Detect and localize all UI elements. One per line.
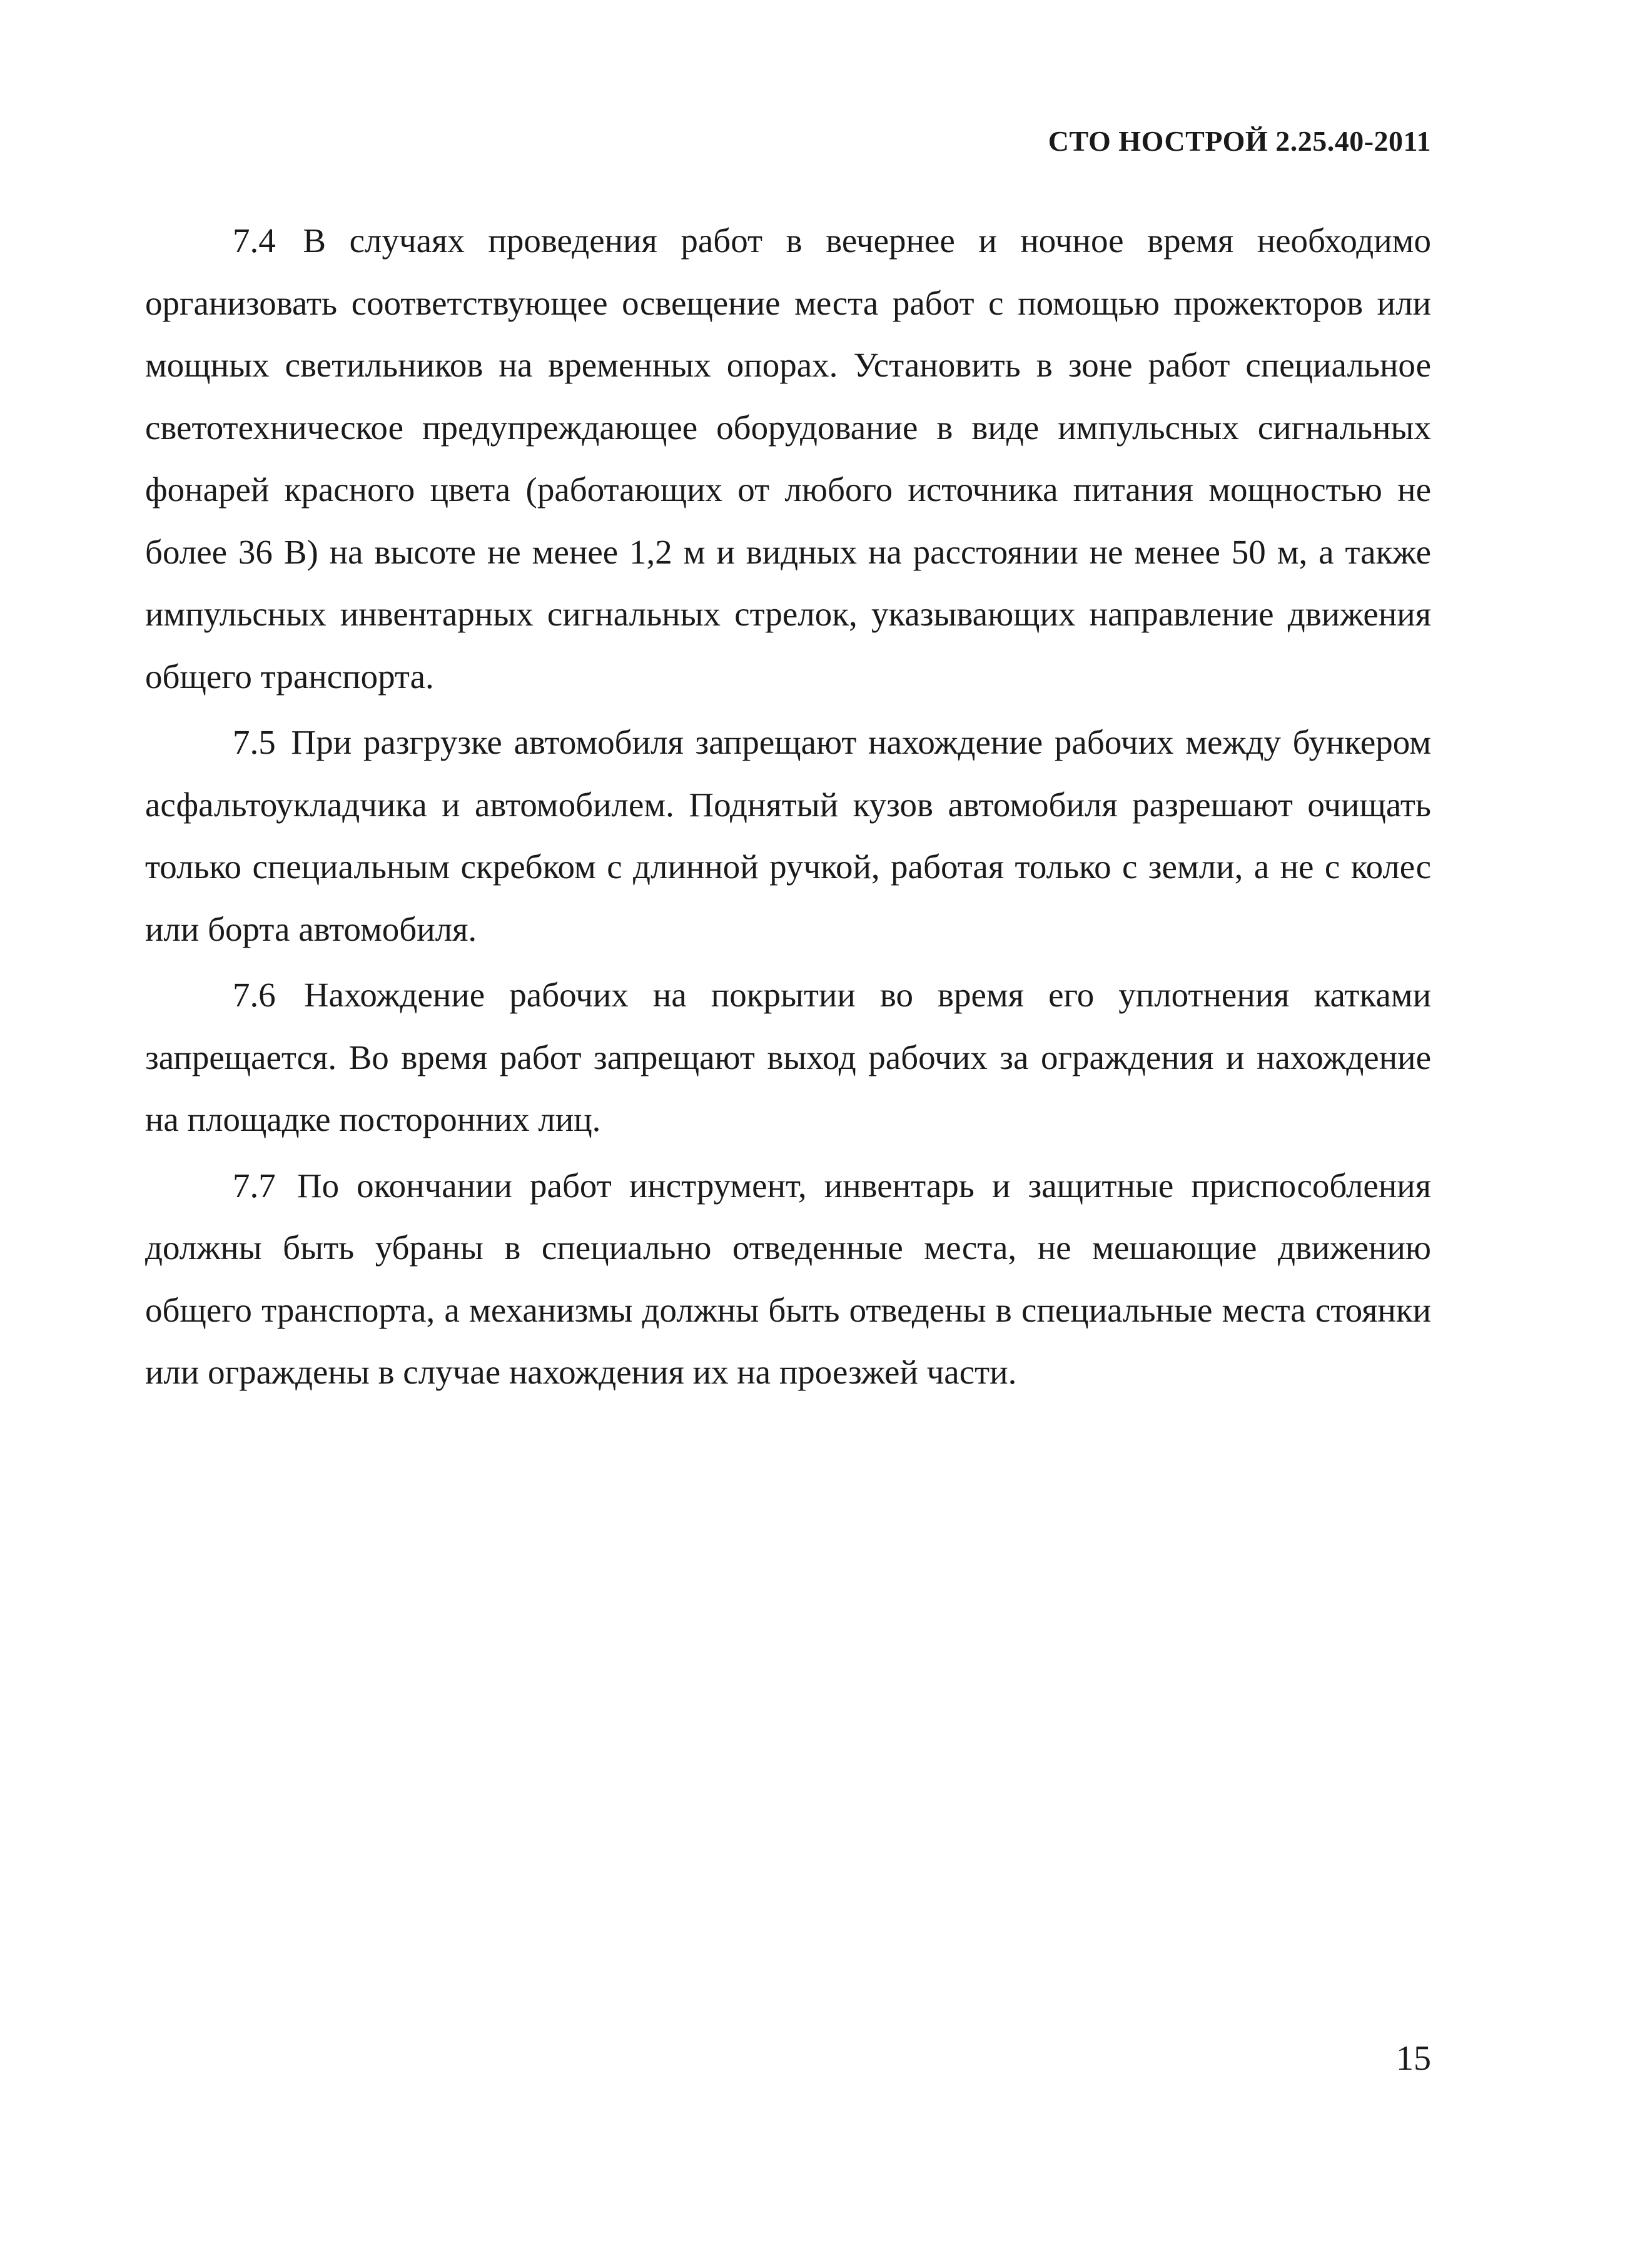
document-code-header: СТО НОСТРОЙ 2.25.40-2011 xyxy=(1048,125,1431,157)
clause-7-6 xyxy=(145,964,1431,1151)
page-number: 15 xyxy=(1396,2039,1431,2078)
clause-number: 7.7 xyxy=(233,1166,276,1205)
clause-7-5 xyxy=(145,711,1431,960)
clause-text: В случаях проведения работ в вечернее и ночное время необходимо организовать соответствующее освещение места работ с помощью прожекторов или мощных светильников на временных опорах. Установить в зоне работ специальное светотехническое предупреждающее оборудование в виде импульсных сигнальных фонарей красного цвета (работающих от любого источника питания мощностью не более 36 В) на высоте не менее 1,2 м и видных на расстоянии не менее 50 м, а также импульсных инвентарных сигнальных стрелок, указывающих направление движения общего транспорта. xyxy=(145,221,1431,696)
clause-7-4 xyxy=(145,210,1431,707)
clause-text: При разгрузке автомобиля запрещают нахождение рабочих между бункером асфальтоукладчика и автомобилем. Поднятый кузов автомобиля разрешают очищать только специальным скребком с длинной ручкой, работая только с земли, а не с колес или борта автомобиля. xyxy=(145,723,1431,948)
clause-number: 7.6 xyxy=(233,976,276,1014)
clause-text: Нахождение рабочих на покрытии во время его уплотнения катками запрещается. Во время работ запрещают выход рабочих за ограждения и нахождение на площадке посторонних лиц. xyxy=(145,976,1432,1138)
section-body xyxy=(145,210,1431,1407)
clause-7-7 xyxy=(145,1155,1431,1404)
clause-number: 7.4 xyxy=(233,221,276,260)
clause-number: 7.5 xyxy=(233,723,276,761)
clause-text: По окончании работ инструмент, инвентарь и защитные приспособления должны быть убраны в специально отведенные места, не мешающие движению общего транспорта, а механизмы должны быть отведены в специальные места стоянки или ограждены в случае нахождения их на проезжей части. xyxy=(145,1166,1431,1391)
